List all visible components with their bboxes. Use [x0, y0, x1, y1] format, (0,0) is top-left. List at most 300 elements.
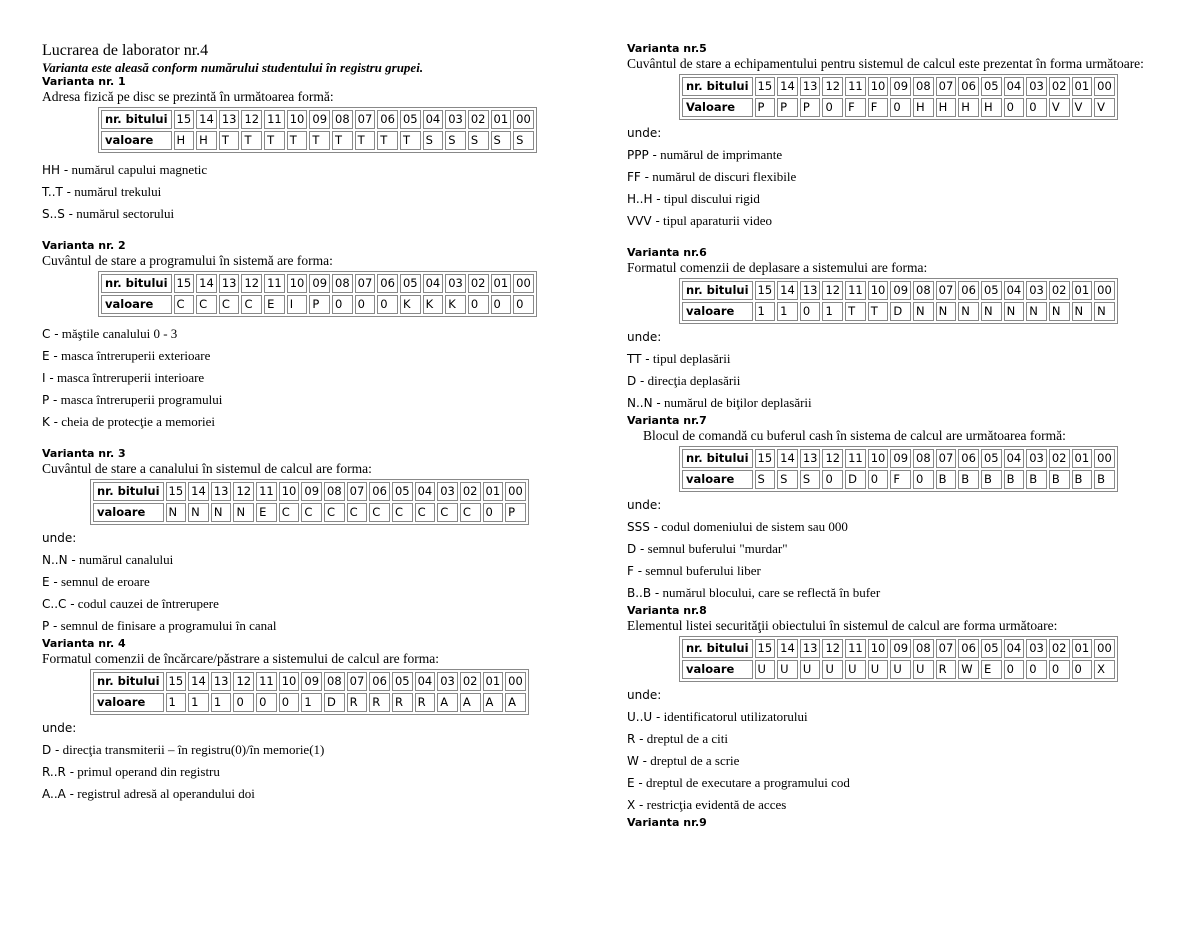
- bit-number-cell: 01: [1072, 449, 1093, 468]
- legend-item: [627, 348, 1167, 370]
- bit-number-cell: 04: [415, 482, 436, 501]
- bit-table: [679, 446, 1118, 492]
- bit-value-row: [682, 470, 1115, 489]
- bit-value-cell: R: [415, 693, 436, 712]
- bit-number-cell: 12: [241, 110, 262, 129]
- bit-value-cell: H: [936, 98, 957, 117]
- bit-value-cell: R: [936, 660, 957, 679]
- legend-list: [42, 159, 582, 225]
- variant-title: Varianta nr. 2: [42, 239, 126, 252]
- bit-number-cell: 14: [196, 110, 217, 129]
- bit-value-cell: F: [845, 98, 866, 117]
- legend-item: [627, 706, 1167, 728]
- bit-number-cell: 13: [800, 449, 821, 468]
- unde-label: unde:: [627, 330, 662, 344]
- bit-number-cell: 08: [332, 274, 353, 293]
- bit-number-cell: 07: [936, 639, 957, 658]
- bit-value-cell: B: [1049, 470, 1070, 489]
- legend-text: semnul buferului liber: [642, 563, 761, 578]
- bit-number-cell: 03: [437, 672, 458, 691]
- bit-table: [90, 479, 529, 525]
- bit-value-cell: 1: [822, 302, 843, 321]
- bit-number-cell: 01: [1072, 281, 1093, 300]
- unde-label: unde:: [627, 126, 662, 140]
- bit-number-cell: 05: [400, 274, 421, 293]
- bit-number-cell: 08: [324, 672, 345, 691]
- legend-item: [42, 593, 582, 615]
- bit-value-cell: B: [1004, 470, 1025, 489]
- bit-number-cell: 02: [1049, 77, 1070, 96]
- bit-number-cell: 09: [890, 281, 911, 300]
- bit-value-cell: C: [369, 503, 390, 522]
- bit-value-cell: A: [505, 693, 526, 712]
- bit-number-cell: 11: [256, 672, 277, 691]
- bit-number-cell: 03: [1026, 639, 1047, 658]
- bit-value-cell: N: [211, 503, 232, 522]
- legend-text: identificatorul utilizatorului: [660, 709, 808, 724]
- bit-value-cell: 0: [468, 295, 489, 314]
- bit-number-row: [93, 672, 526, 691]
- unde-label: unde:: [42, 531, 77, 545]
- bit-value-row: [93, 503, 526, 522]
- bit-number-cell: 00: [1094, 449, 1115, 468]
- legend-item: [42, 159, 582, 181]
- legend-code: C..C -: [42, 597, 75, 611]
- legend-item: [627, 560, 1167, 582]
- bit-number-cell: 05: [981, 281, 1002, 300]
- bit-number-cell: 07: [936, 77, 957, 96]
- unde-label: unde:: [627, 498, 662, 512]
- bit-value-cell: 0: [355, 295, 376, 314]
- bit-number-cell: 11: [845, 639, 866, 658]
- bit-number-cell: 06: [377, 274, 398, 293]
- legend-code: D -: [627, 374, 645, 388]
- bit-number-cell: 01: [1072, 77, 1093, 96]
- legend-code: A..A -: [42, 787, 74, 801]
- bit-number-cell: 11: [845, 449, 866, 468]
- bit-number-cell: 00: [513, 274, 534, 293]
- value-header-label: valoare: [93, 693, 164, 712]
- variant-description: Cuvântul de stare a canalului în sistemul de calcul are forma:: [42, 461, 372, 476]
- bit-value-cell: C: [301, 503, 322, 522]
- variant-section: [627, 246, 1167, 414]
- bit-number-cell: 04: [423, 274, 444, 293]
- legend-text: cheia de protecţie a memoriei: [58, 414, 216, 429]
- bit-number-cell: 13: [219, 274, 240, 293]
- legend-list: [627, 144, 1167, 232]
- bit-value-row: [93, 693, 526, 712]
- bit-value-cell: 0: [1004, 660, 1025, 679]
- bit-number-cell: 03: [445, 274, 466, 293]
- bit-number-cell: 04: [1004, 281, 1025, 300]
- bit-value-cell: E: [981, 660, 1002, 679]
- bit-value-cell: 0: [233, 693, 254, 712]
- bit-number-cell: 14: [188, 482, 209, 501]
- bit-value-cell: S: [777, 470, 798, 489]
- bit-number-row: [682, 449, 1115, 468]
- legend-code: S..S -: [42, 207, 74, 221]
- value-header-label: valoare: [101, 131, 172, 150]
- legend-text: restricţia evidentă de acces: [643, 797, 787, 812]
- variant-title: Varianta nr.7: [627, 414, 707, 427]
- bit-value-cell: N: [1072, 302, 1093, 321]
- bit-number-cell: 11: [264, 274, 285, 293]
- bit-header-label: nr. bitului: [682, 281, 753, 300]
- bit-header-label: nr. bitului: [682, 449, 753, 468]
- bit-value-cell: S: [423, 131, 444, 150]
- legend-item: [627, 750, 1167, 772]
- legend-text: codul domeniului de sistem sau 000: [658, 519, 848, 534]
- legend-text: numărul sectorului: [73, 206, 175, 221]
- bit-header-label: nr. bitului: [93, 482, 164, 501]
- bit-value-cell: U: [845, 660, 866, 679]
- bit-value-cell: 0: [822, 98, 843, 117]
- bit-value-cell: V: [1072, 98, 1093, 117]
- legend-text: numărul blocului, care se reflectă în bufer: [659, 585, 881, 600]
- bit-number-cell: 05: [981, 639, 1002, 658]
- legend-item: [42, 203, 582, 225]
- bit-value-cell: C: [219, 295, 240, 314]
- legend-text: tipul aparaturii video: [659, 213, 773, 228]
- bit-number-cell: 04: [1004, 449, 1025, 468]
- bit-number-cell: 13: [211, 482, 232, 501]
- bit-number-cell: 10: [287, 274, 308, 293]
- variant-section: [42, 75, 582, 225]
- bit-header-label: nr. bitului: [682, 77, 753, 96]
- legend-code: N..N -: [627, 396, 661, 410]
- legend-item: [42, 181, 582, 203]
- legend-text: numărul de discuri flexibile: [648, 169, 797, 184]
- bit-header-label: nr. bitului: [682, 639, 753, 658]
- legend-item: [627, 538, 1167, 560]
- legend-code: D -: [627, 542, 645, 556]
- bit-number-cell: 03: [1026, 77, 1047, 96]
- bit-number-cell: 10: [868, 281, 889, 300]
- bit-value-cell: 0: [491, 295, 512, 314]
- bit-value-cell: N: [958, 302, 979, 321]
- bit-number-cell: 03: [1026, 281, 1047, 300]
- bit-number-cell: 11: [845, 77, 866, 96]
- bit-value-cell: W: [958, 660, 979, 679]
- legend-code: P -: [42, 619, 58, 633]
- bit-value-cell: 1: [211, 693, 232, 712]
- bit-number-cell: 14: [777, 449, 798, 468]
- bit-number-cell: 15: [174, 274, 195, 293]
- bit-value-cell: U: [822, 660, 843, 679]
- bit-number-cell: 07: [355, 110, 376, 129]
- legend-text: numărul capului magnetic: [68, 162, 208, 177]
- legend-code: VVV -: [627, 214, 660, 228]
- bit-value-row: [101, 131, 534, 150]
- bit-number-cell: 10: [868, 639, 889, 658]
- bit-number-cell: 15: [166, 672, 187, 691]
- bit-number-cell: 01: [483, 672, 504, 691]
- bit-number-cell: 00: [1094, 639, 1115, 658]
- variant-section: [627, 604, 1167, 816]
- bit-number-cell: 04: [1004, 77, 1025, 96]
- bit-value-cell: U: [777, 660, 798, 679]
- bit-value-row: [682, 302, 1115, 321]
- bit-value-cell: S: [800, 470, 821, 489]
- bit-value-cell: N: [1026, 302, 1047, 321]
- bit-value-cell: U: [890, 660, 911, 679]
- bit-number-cell: 14: [777, 639, 798, 658]
- bit-number-cell: 11: [264, 110, 285, 129]
- bit-value-cell: C: [196, 295, 217, 314]
- variant-section: [627, 816, 1167, 830]
- right-sections: [627, 42, 1167, 830]
- bit-number-cell: 05: [981, 449, 1002, 468]
- right-column: [627, 42, 1167, 830]
- legend-code: HH -: [42, 163, 69, 177]
- bit-value-cell: C: [415, 503, 436, 522]
- variant-title: Varianta nr.8: [627, 604, 707, 617]
- bit-number-cell: 02: [1049, 639, 1070, 658]
- bit-number-cell: 02: [460, 672, 481, 691]
- bit-value-cell: 0: [513, 295, 534, 314]
- bit-number-cell: 01: [1072, 639, 1093, 658]
- legend-text: primul operand din registru: [74, 764, 220, 779]
- bit-number-cell: 02: [1049, 281, 1070, 300]
- bit-number-cell: 01: [491, 274, 512, 293]
- bit-number-cell: 03: [437, 482, 458, 501]
- legend-code: E -: [42, 575, 58, 589]
- bit-number-cell: 12: [233, 672, 254, 691]
- variant-section: [627, 414, 1167, 604]
- bit-table: [90, 669, 529, 715]
- legend-item: [627, 516, 1167, 538]
- bit-value-cell: N: [233, 503, 254, 522]
- bit-number-cell: 08: [332, 110, 353, 129]
- bit-value-cell: E: [256, 503, 277, 522]
- legend-item: [627, 210, 1167, 232]
- bit-number-cell: 05: [392, 482, 413, 501]
- bit-value-cell: N: [166, 503, 187, 522]
- bit-number-cell: 10: [868, 77, 889, 96]
- bit-table: [98, 271, 537, 317]
- bit-value-cell: S: [468, 131, 489, 150]
- variant-title: Varianta nr.5: [627, 42, 707, 55]
- bit-value-cell: 0: [913, 470, 934, 489]
- bit-number-cell: 11: [256, 482, 277, 501]
- bit-number-cell: 06: [958, 77, 979, 96]
- bit-number-cell: 10: [279, 672, 300, 691]
- bit-table: [679, 636, 1118, 682]
- legend-text: direcţia deplasării: [644, 373, 741, 388]
- bit-number-cell: 02: [468, 110, 489, 129]
- variant-description: Adresa fizică pe disc se prezintă în următoarea formă:: [42, 89, 334, 104]
- bit-number-cell: 10: [287, 110, 308, 129]
- bit-number-cell: 06: [377, 110, 398, 129]
- legend-item: [42, 549, 582, 571]
- bit-value-cell: B: [981, 470, 1002, 489]
- bit-value-cell: B: [1094, 470, 1115, 489]
- bit-value-cell: S: [491, 131, 512, 150]
- bit-number-cell: 04: [415, 672, 436, 691]
- variant-description: Cuvântul de stare a programului în sistemă are forma:: [42, 253, 333, 268]
- bit-value-cell: 0: [1049, 660, 1070, 679]
- bit-number-cell: 11: [845, 281, 866, 300]
- bit-number-row: [101, 274, 534, 293]
- legend-item: [42, 571, 582, 593]
- legend-list: [627, 516, 1167, 604]
- bit-value-cell: N: [1004, 302, 1025, 321]
- legend-list: [42, 323, 582, 433]
- bit-number-cell: 13: [211, 672, 232, 691]
- bit-number-cell: 03: [445, 110, 466, 129]
- legend-code: N..N -: [42, 553, 76, 567]
- value-header-label: valoare: [682, 660, 753, 679]
- bit-value-cell: C: [324, 503, 345, 522]
- variant-section: [42, 447, 582, 637]
- legend-list: [627, 348, 1167, 414]
- legend-code: C -: [42, 327, 59, 341]
- left-sections: [42, 75, 582, 805]
- bit-number-cell: 06: [958, 449, 979, 468]
- bit-number-cell: 06: [958, 281, 979, 300]
- bit-number-cell: 09: [309, 110, 330, 129]
- bit-number-cell: 08: [324, 482, 345, 501]
- bit-number-cell: 09: [301, 482, 322, 501]
- bit-number-cell: 09: [890, 77, 911, 96]
- bit-number-row: [682, 281, 1115, 300]
- legend-text: codul cauzei de întrerupere: [74, 596, 219, 611]
- bit-number-cell: 05: [981, 77, 1002, 96]
- bit-value-cell: T: [845, 302, 866, 321]
- bit-number-cell: 07: [347, 482, 368, 501]
- bit-value-cell: N: [913, 302, 934, 321]
- bit-table: [679, 74, 1118, 120]
- bit-value-cell: C: [460, 503, 481, 522]
- legend-code: SSS -: [627, 520, 658, 534]
- bit-value-cell: 0: [868, 470, 889, 489]
- variant-description: Blocul de comandă cu buferul cash în sistema de calcul are următoarea formă:: [643, 428, 1066, 443]
- legend-code: FF -: [627, 170, 649, 184]
- bit-value-cell: A: [483, 693, 504, 712]
- bit-value-cell: P: [505, 503, 526, 522]
- unde-label: unde:: [42, 721, 77, 735]
- bit-header-label: nr. bitului: [101, 110, 172, 129]
- bit-value-cell: D: [845, 470, 866, 489]
- bit-number-row: [682, 77, 1115, 96]
- legend-text: semnul de finisare a programului în canal: [57, 618, 277, 633]
- legend-text: dreptul de a scrie: [647, 753, 740, 768]
- legend-list: [42, 549, 582, 637]
- bit-value-cell: C: [437, 503, 458, 522]
- legend-text: numărul canalului: [75, 552, 174, 567]
- document-subtitle: Varianta este aleasă conform numărului studentului în registru grupei.: [42, 60, 424, 75]
- bit-number-cell: 13: [800, 639, 821, 658]
- variant-section: [627, 42, 1167, 232]
- bit-value-cell: N: [188, 503, 209, 522]
- bit-value-cell: C: [347, 503, 368, 522]
- bit-number-cell: 15: [755, 281, 776, 300]
- variant-section: [42, 637, 582, 805]
- bit-number-cell: 14: [196, 274, 217, 293]
- bit-value-cell: T: [241, 131, 262, 150]
- bit-number-cell: 12: [822, 281, 843, 300]
- legend-code: B..B -: [627, 586, 660, 600]
- legend-code: E -: [42, 349, 58, 363]
- bit-table: [679, 278, 1118, 324]
- bit-number-cell: 12: [233, 482, 254, 501]
- legend-item: [627, 166, 1167, 188]
- bit-number-cell: 03: [1026, 449, 1047, 468]
- bit-number-cell: 00: [1094, 281, 1115, 300]
- legend-item: [627, 144, 1167, 166]
- bit-value-cell: B: [936, 470, 957, 489]
- legend-item: [627, 370, 1167, 392]
- legend-text: dreptul de a citi: [643, 731, 728, 746]
- bit-number-cell: 07: [355, 274, 376, 293]
- bit-value-cell: N: [981, 302, 1002, 321]
- bit-value-cell: 1: [777, 302, 798, 321]
- variant-description: Cuvântul de stare a echipamentului pentru sistemul de calcul este prezentat în forma următoare:: [627, 56, 1144, 71]
- bit-value-cell: 1: [188, 693, 209, 712]
- legend-code: R..R -: [42, 765, 75, 779]
- bit-value-cell: 1: [166, 693, 187, 712]
- legend-text: masca întreruperii programului: [57, 392, 223, 407]
- legend-item: [42, 367, 582, 389]
- bit-value-cell: R: [392, 693, 413, 712]
- variant-section: [42, 239, 582, 433]
- legend-code: TT -: [627, 352, 650, 366]
- variant-title: Varianta nr. 4: [42, 637, 126, 650]
- legend-code: F -: [627, 564, 643, 578]
- legend-item: [42, 761, 582, 783]
- bit-value-cell: U: [755, 660, 776, 679]
- bit-value-cell: D: [890, 302, 911, 321]
- bit-number-cell: 10: [279, 482, 300, 501]
- bit-value-cell: 0: [377, 295, 398, 314]
- bit-value-cell: 0: [1026, 660, 1047, 679]
- legend-text: tipul deplasării: [649, 351, 731, 366]
- bit-number-cell: 06: [958, 639, 979, 658]
- bit-value-cell: R: [369, 693, 390, 712]
- bit-number-cell: 12: [822, 77, 843, 96]
- bit-value-cell: F: [868, 98, 889, 117]
- bit-number-row: [101, 110, 534, 129]
- legend-code: X -: [627, 798, 644, 812]
- legend-text: registrul adresă al operandului doi: [73, 786, 255, 801]
- variant-description: Formatul comenzii de încărcare/păstrare a sistemului de calcul are forma:: [42, 651, 439, 666]
- bit-value-cell: T: [309, 131, 330, 150]
- bit-value-cell: N: [1094, 302, 1115, 321]
- bit-number-cell: 13: [219, 110, 240, 129]
- bit-number-cell: 08: [913, 639, 934, 658]
- legend-text: numărul de imprimante: [656, 147, 783, 162]
- bit-number-cell: 09: [309, 274, 330, 293]
- legend-item: [627, 392, 1167, 414]
- bit-number-cell: 15: [166, 482, 187, 501]
- bit-value-cell: 0: [1026, 98, 1047, 117]
- legend-text: masca întreruperii exterioare: [57, 348, 211, 363]
- bit-value-cell: C: [174, 295, 195, 314]
- bit-table: [98, 107, 537, 153]
- bit-value-cell: 1: [301, 693, 322, 712]
- variant-description: Elementul listei securităţii obiectului în sistemul de calcul are forma următoare:: [627, 618, 1058, 633]
- bit-value-row: [101, 295, 534, 314]
- bit-number-cell: 02: [460, 482, 481, 501]
- bit-number-cell: 10: [868, 449, 889, 468]
- legend-code: I -: [42, 371, 54, 385]
- bit-value-cell: D: [324, 693, 345, 712]
- legend-item: [627, 794, 1167, 816]
- legend-code: R -: [627, 732, 644, 746]
- bit-header-label: nr. bitului: [93, 672, 164, 691]
- bit-number-cell: 04: [423, 110, 444, 129]
- bit-value-cell: P: [755, 98, 776, 117]
